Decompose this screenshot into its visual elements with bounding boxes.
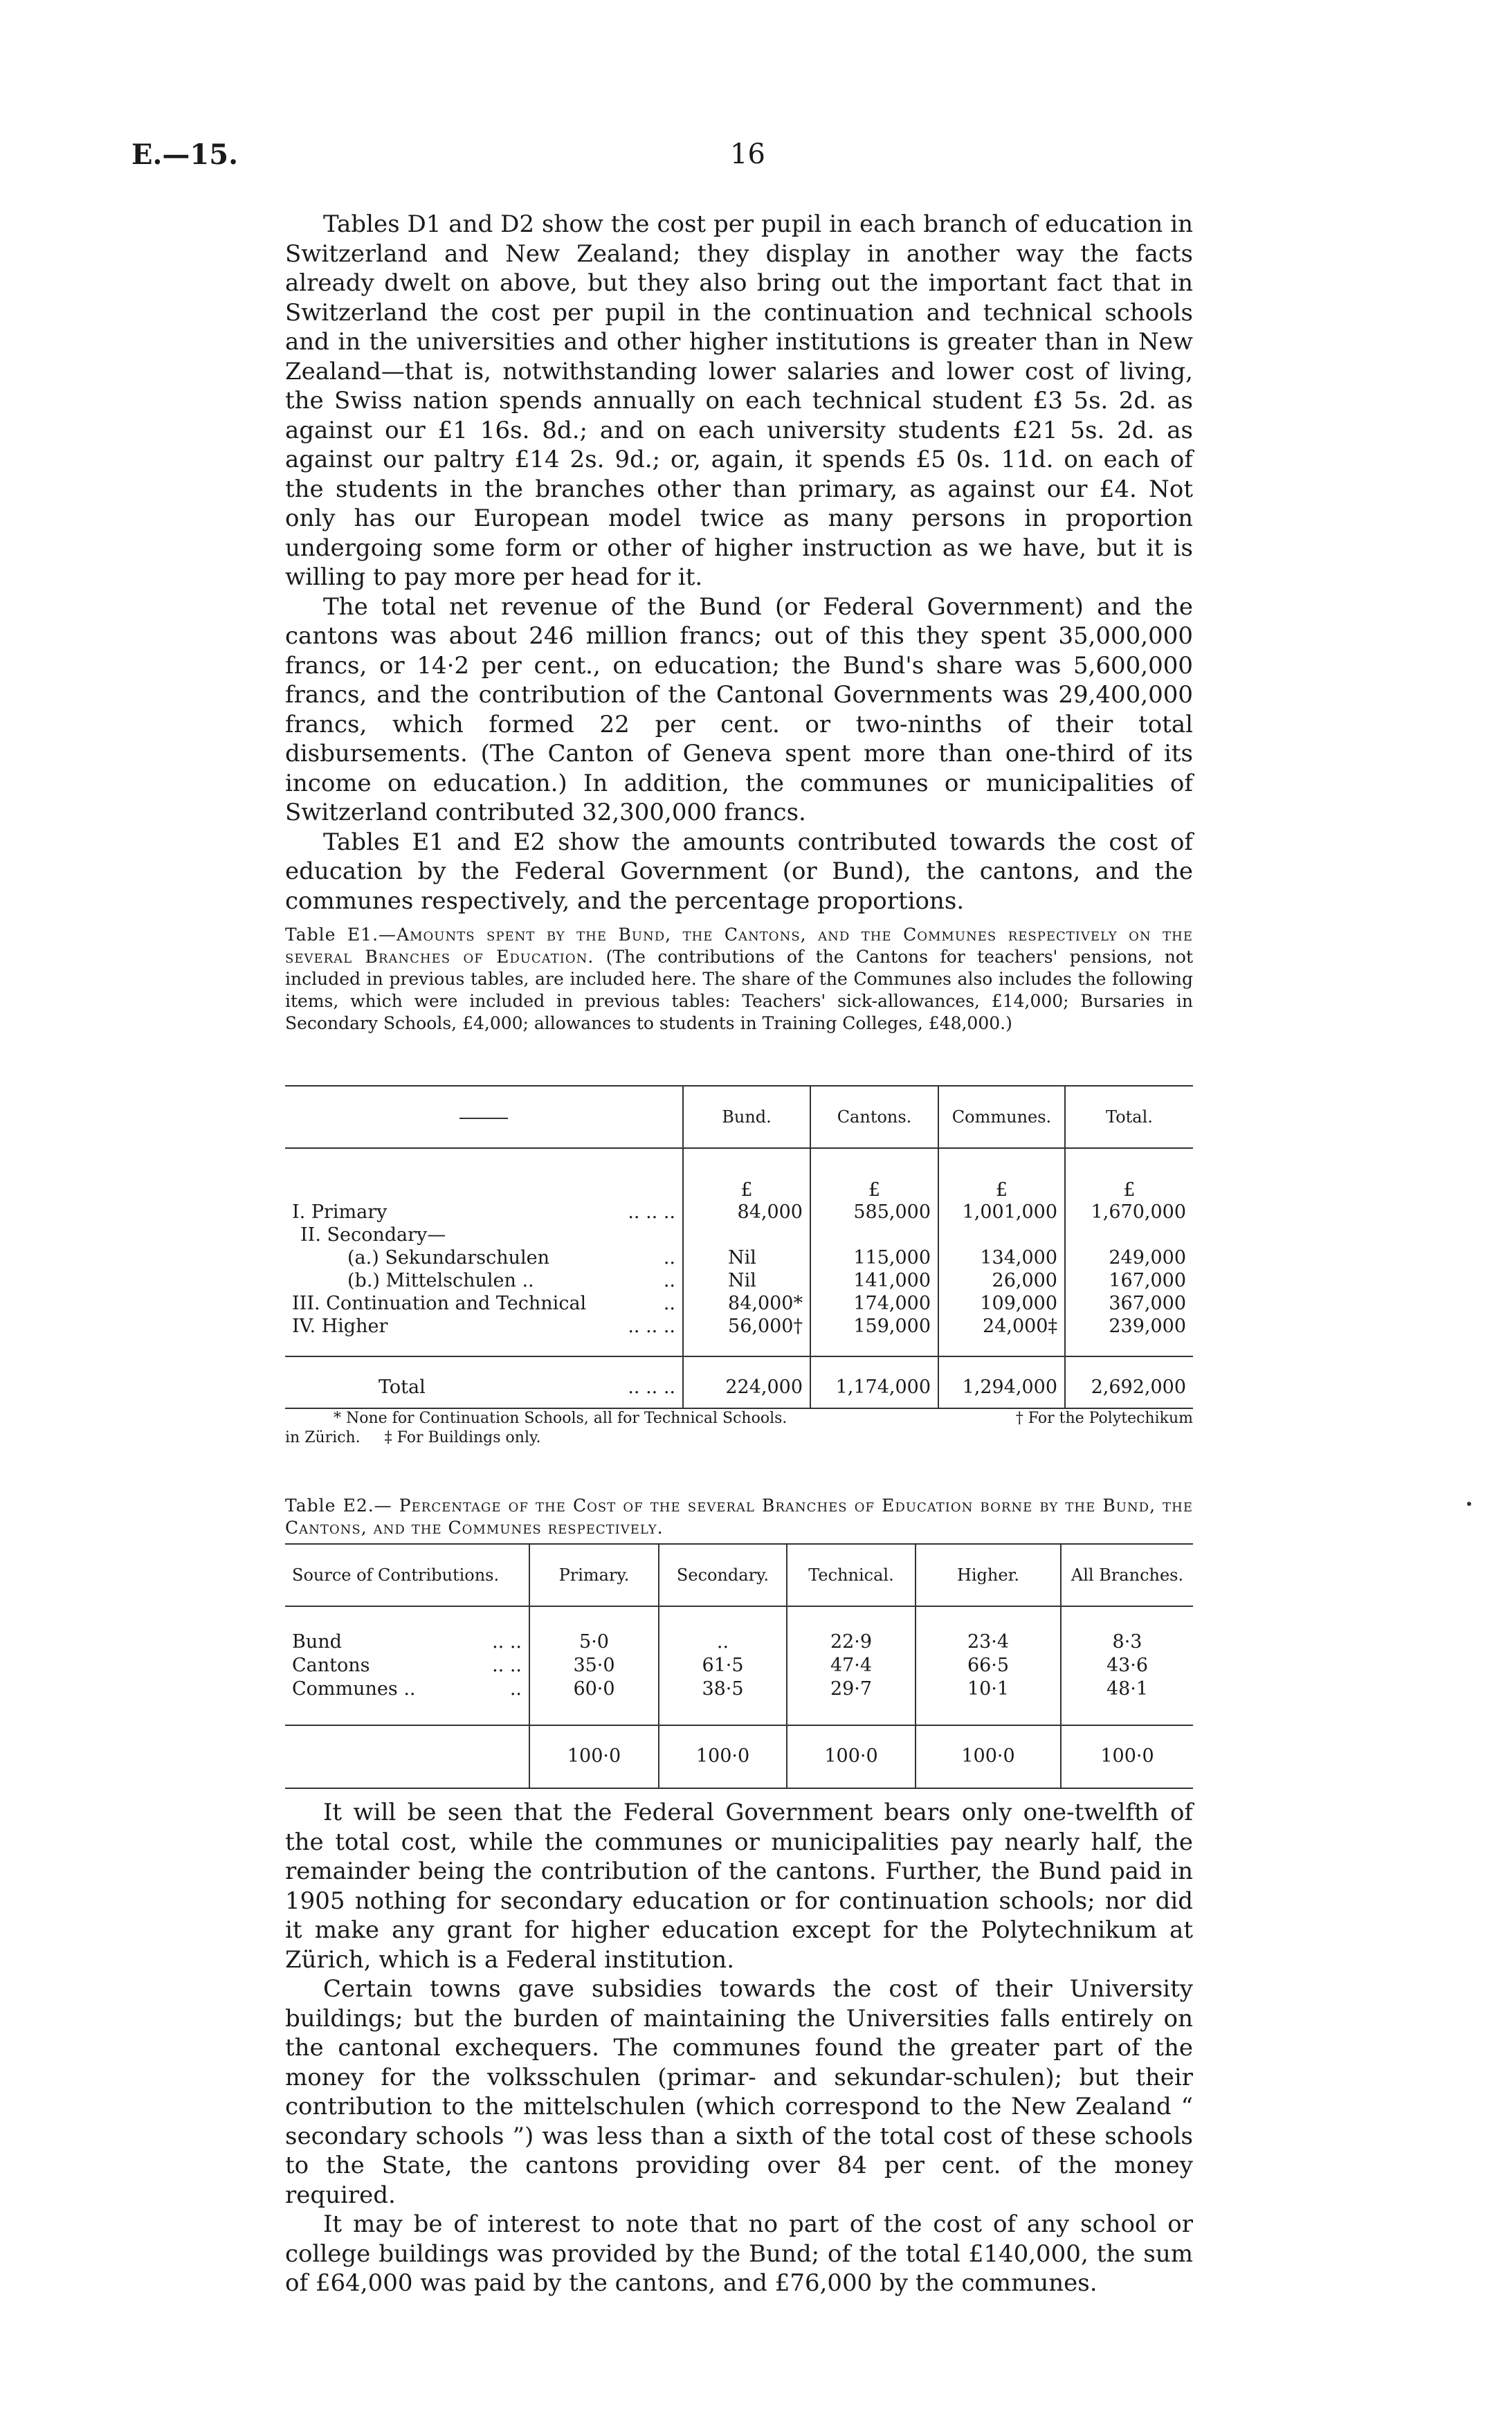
row-label: (b.) Mittelschulen .. ..	[347, 1270, 675, 1291]
table-cell: 35·0	[529, 1654, 659, 1678]
table-row	[285, 1292, 1193, 1315]
table-cell: 367,000	[1065, 1292, 1193, 1315]
table-e1-label: Table E1.	[285, 925, 379, 945]
footnote-line: † For the Polytechikum	[1015, 1410, 1193, 1427]
table-cell: 26,000	[938, 1269, 1065, 1292]
table-cell: 56,000†	[683, 1315, 810, 1356]
table-e1	[285, 1085, 1193, 1409]
body-text-top	[285, 210, 1193, 916]
paragraph: Tables E1 and E2 show the amounts contributed towards the cost of education by the Federal Government (or Bund), the cantons, and the communes respectively, and the percentage proportions.	[285, 828, 1193, 915]
table-cell: 100·0	[659, 1725, 787, 1788]
table-e1-currency-row	[285, 1148, 1193, 1201]
table-cell: 22·9	[787, 1606, 916, 1654]
table-row	[285, 1606, 1193, 1654]
currency-cell: £	[938, 1148, 1065, 1201]
table-cell: ..	[659, 1606, 787, 1654]
paragraph: The total net revenue of the Bund (or Federal Government) and the cantons was about 246 million francs; out of this they spent 35,000,000 francs, or 14·2 per cent., on education; the Bund's share was 5,600,000 francs, and the contribution of the Cantonal Governments was 29,400,000 francs, which formed 22 per cent. or two-ninths of their total disbursements. (The Canton of Geneva spent more than one-third of its income on education.) In addition, the communes or municipalities of Switzerland contributed 32,300,000 francs.	[285, 592, 1193, 826]
table-e2-col-header: Primary.	[529, 1544, 659, 1606]
paragraph: Tables D1 and D2 show the cost per pupil in each branch of education in Switzerland and New Zealand; they display in another way the facts already dwelt on above, but they also bring out the important fact that in Switzerland the cost per pupil in the continuation and technical schools and in the universities and other higher institutions is greater than in New Zealand—that is, notwithstanding lower salaries and lower cost of living, the Swiss nation spends annually on each technical student £3 5s. 2d. as against our £1 16s. 8d.; and on each university students £21 5s. 2d. as against our paltry £14 2s. 9d.; or, again, it spends £5 0s. 11d. on each of the students in the branches other than primary, as against our £4. Not only has our European model twice as many persons in proportion undergoing some form or other of higher instruction as we have, but it is willing to pay more per head for it.	[285, 210, 1193, 591]
row-label: III. Continuation and Technical ..	[292, 1293, 675, 1314]
table-cell: 23·4	[916, 1606, 1061, 1654]
table-e1-note: (The contributions of the Cantons for teachers' pensions, not included in previous tables, are included here. The share of the Communes also includes the following items, which were included in previous tables: Teachers' sick-allowances, £14,000; Bursaries in Secondary Schools, £4,000; allowances to students in Training Colleges, £48,000.)	[285, 947, 1193, 1033]
table-cell: 141,000	[810, 1269, 938, 1292]
table-cell: 100·0	[787, 1725, 916, 1788]
table-e1-col-header: Communes.	[938, 1086, 1065, 1148]
table-e2	[285, 1543, 1193, 1789]
table-e1-title: —Amounts spent by the Bund, the Cantons, and the Communes respectively on the several Branches of Education.	[285, 925, 1194, 967]
table-row	[285, 1654, 1193, 1678]
table-cell: 84,000*	[683, 1292, 810, 1315]
table-e2-col-header: Higher.	[916, 1544, 1061, 1606]
currency-cell: £	[810, 1148, 938, 1201]
table-e2-col-header: Source of Contributions.	[285, 1544, 529, 1606]
table-cell: 10·1	[916, 1678, 1061, 1725]
row-label: II. Secondary—	[300, 1224, 446, 1246]
table-cell: 115,000	[810, 1246, 938, 1269]
table-e1-col-header: Total.	[1065, 1086, 1193, 1148]
table-cell: 5·0	[529, 1606, 659, 1654]
table-e2-col-header: Technical.	[787, 1544, 916, 1606]
table-total-row	[285, 1356, 1193, 1408]
table-cell: 174,000	[810, 1292, 938, 1315]
table-cell: 1,294,000	[938, 1356, 1065, 1408]
table-cell: 8·3	[1061, 1606, 1193, 1654]
table-cell: 585,000	[810, 1201, 938, 1224]
table-e1-footnotes	[285, 1409, 1193, 1448]
body-text-bottom	[285, 1798, 1193, 2298]
table-row	[285, 1224, 1193, 1246]
row-label: Cantons .. ..	[292, 1655, 522, 1676]
table-cell: 38·5	[659, 1678, 787, 1725]
row-label: (a.) Sekundarschulen ..	[347, 1247, 675, 1269]
table-cell: 134,000	[938, 1246, 1065, 1269]
row-label: IV. Higher .. .. ..	[292, 1316, 675, 1337]
table-e2-caption	[285, 1495, 1193, 1539]
table-cell: 61·5	[659, 1654, 787, 1678]
table-cell: 48·1	[1061, 1678, 1193, 1725]
row-label: I. Primary .. .. ..	[292, 1201, 675, 1223]
table-cell: 1,174,000	[810, 1356, 938, 1408]
paragraph: Certain towns gave subsidies towards the cost of their University buildings; but the burden of maintaining the Universities falls entirely on the cantonal exchequers. The communes found the greater part of the money for the volksschulen (primar- and sekundar-schulen); but their contribution to the mittelschulen (which correspond to the New Zealand “ secondary schools ”) was less than a sixth of the total cost of these schools to the State, the cantons providing over 84 per cent. of the money required.	[285, 1975, 1193, 2209]
table-e1-caption	[285, 924, 1193, 1035]
table-cell: 60·0	[529, 1678, 659, 1725]
table-cell: 29·7	[787, 1678, 916, 1725]
table-cell: 249,000	[1065, 1246, 1193, 1269]
table-cell: Nil	[683, 1246, 810, 1269]
paragraph: It may be of interest to note that no part of the cost of any school or college buildings was provided by the Bund; of the total £140,000, the sum of £64,000 was paid by the cantons, and £76,000 by the communes.	[285, 2210, 1193, 2297]
table-cell: 239,000	[1065, 1315, 1193, 1356]
table-e2-title: — Percentage of the Cost of the several Branches of Education borne by the Bund, the Cantons, and the Communes respectively.	[285, 1496, 1193, 1538]
table-total-row	[285, 1725, 1193, 1788]
table-row	[285, 1269, 1193, 1292]
table-e1-blank-header	[285, 1086, 683, 1148]
table-e1-col-header: Bund.	[683, 1086, 810, 1148]
footnote-line: in Zürich. ‡ For Buildings only.	[285, 1429, 541, 1446]
table-cell: 66·5	[916, 1654, 1061, 1678]
table-cell: 109,000	[938, 1292, 1065, 1315]
table-cell: 224,000	[683, 1356, 810, 1408]
table-cell: 2,692,000	[1065, 1356, 1193, 1408]
page-number: 16	[730, 138, 765, 170]
table-row	[285, 1201, 1193, 1224]
table-cell: Nil	[683, 1269, 810, 1292]
table-e2-label: Table E2.	[285, 1496, 374, 1516]
table-cell: 100·0	[529, 1725, 659, 1788]
table-cell: 47·4	[787, 1654, 916, 1678]
table-row	[285, 1246, 1193, 1269]
table-cell: 24,000‡	[938, 1315, 1065, 1356]
table-cell: 1,670,000	[1065, 1201, 1193, 1224]
currency-cell: £	[1065, 1148, 1193, 1201]
table-cell: 100·0	[916, 1725, 1061, 1788]
paragraph: It will be seen that the Federal Government bears only one-twelfth of the total cost, while the communes or municipalities pay nearly half, the remainder being the contribution of the cantons. Further, the Bund paid in 1905 nothing for secondary education or for continuation schools; nor did it make any grant for higher education except for the Polytechnikum at Zürich, which is a Federal institution.	[285, 1799, 1193, 1974]
table-e2-col-header: Secondary.	[659, 1544, 787, 1606]
table-cell: 84,000	[683, 1201, 810, 1224]
table-cell: 159,000	[810, 1315, 938, 1356]
table-row	[285, 1315, 1193, 1356]
table-cell: 167,000	[1065, 1269, 1193, 1292]
document-reference: E.—15.	[131, 138, 239, 171]
table-cell: 100·0	[1061, 1725, 1193, 1788]
currency-cell: £	[683, 1148, 810, 1201]
row-label: Bund .. ..	[292, 1631, 522, 1653]
footnote-line: * None for Continuation Schools, all for Technical Schools.	[334, 1410, 787, 1427]
table-row	[285, 1678, 1193, 1725]
table-cell: 1,001,000	[938, 1201, 1065, 1224]
margin-mark	[1467, 1502, 1471, 1506]
table-e1-col-header: Cantons.	[810, 1086, 938, 1148]
table-e2-col-header: All Branches.	[1061, 1544, 1193, 1606]
row-label: Communes .. ..	[292, 1678, 522, 1700]
row-label: Total .. .. ..	[285, 1356, 683, 1408]
table-cell: 43·6	[1061, 1654, 1193, 1678]
